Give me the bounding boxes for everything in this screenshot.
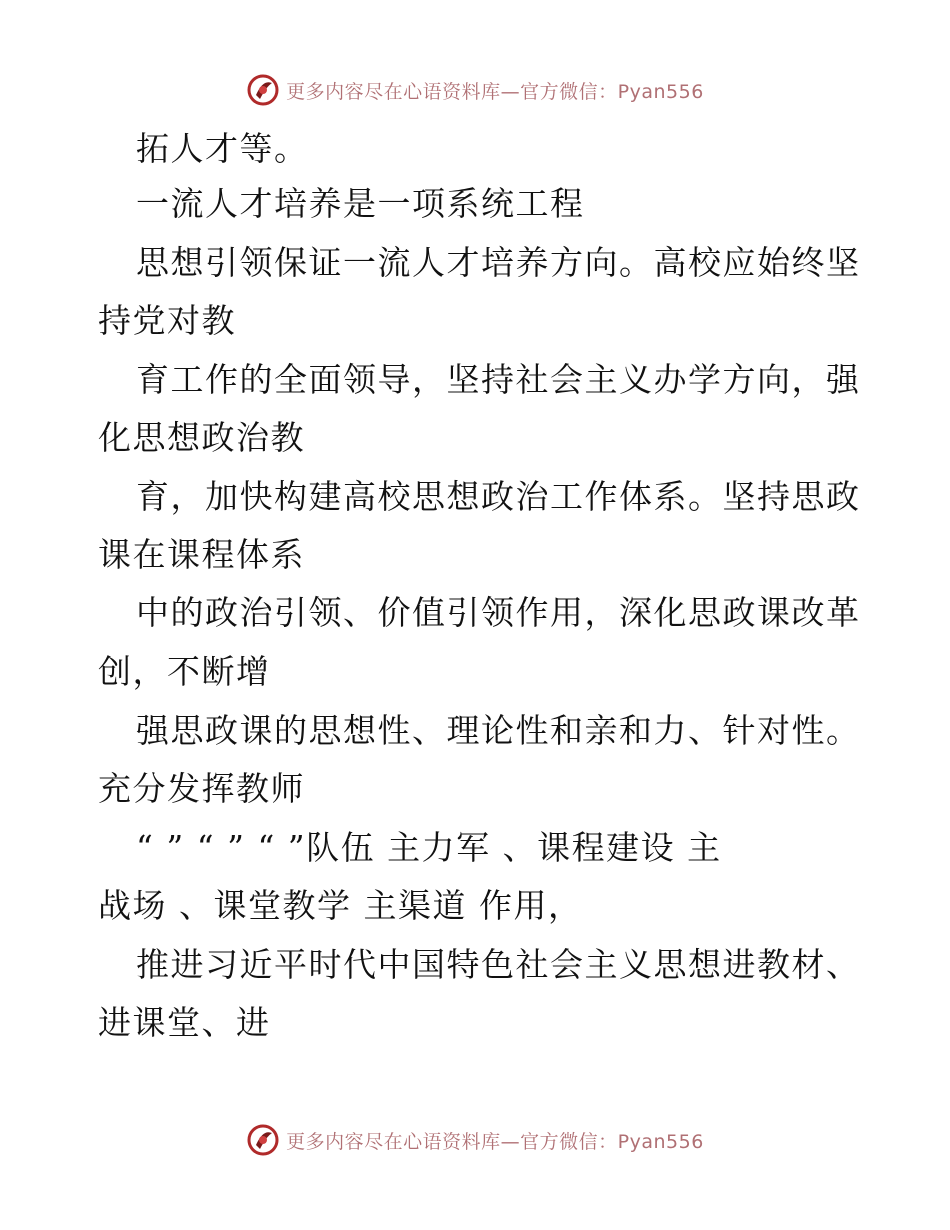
body-line: “ ” “ ” “ ”队伍 主力军 、课程建设 主	[136, 828, 722, 867]
body-line: 战场 、课堂教学 主渠道 作用，	[98, 886, 583, 925]
body-line: 强思政课的思想性、理论性和亲和力、针对性。	[136, 711, 861, 750]
body-line: 持党对教	[98, 301, 236, 340]
body-line: 中的政治引领、价值引领作用，深化思政课改革	[136, 593, 861, 632]
section-heading: 一流人才培养是一项系统工程	[136, 184, 585, 223]
header-banner	[0, 70, 950, 110]
logo-icon	[246, 73, 280, 107]
body-line: 进课堂、进	[98, 1003, 271, 1042]
footer-banner	[0, 1120, 950, 1160]
body-line: 化思想政治教	[98, 418, 305, 457]
logo-icon	[246, 1123, 280, 1157]
header-banner-text: 更多内容尽在心语资料库—官方微信：Pyan556	[286, 80, 704, 103]
body-line: 思想引领保证一流人才培养方向。高校应始终坚	[136, 243, 861, 282]
body-line: 推进习近平时代中国特色社会主义思想进教材、	[136, 945, 861, 984]
footer-banner-text: 更多内容尽在心语资料库—官方微信：Pyan556	[286, 1130, 704, 1153]
body-line: 创，不断增	[98, 652, 271, 691]
body-line: 拓人才等。	[136, 129, 309, 168]
body-line: 育工作的全面领导，坚持社会主义办学方向，强	[136, 360, 861, 399]
body-line: 课在课程体系	[98, 535, 305, 574]
body-line: 充分发挥教师	[98, 769, 305, 808]
body-line: 育，加快构建高校思想政治工作体系。坚持思政	[136, 477, 861, 516]
